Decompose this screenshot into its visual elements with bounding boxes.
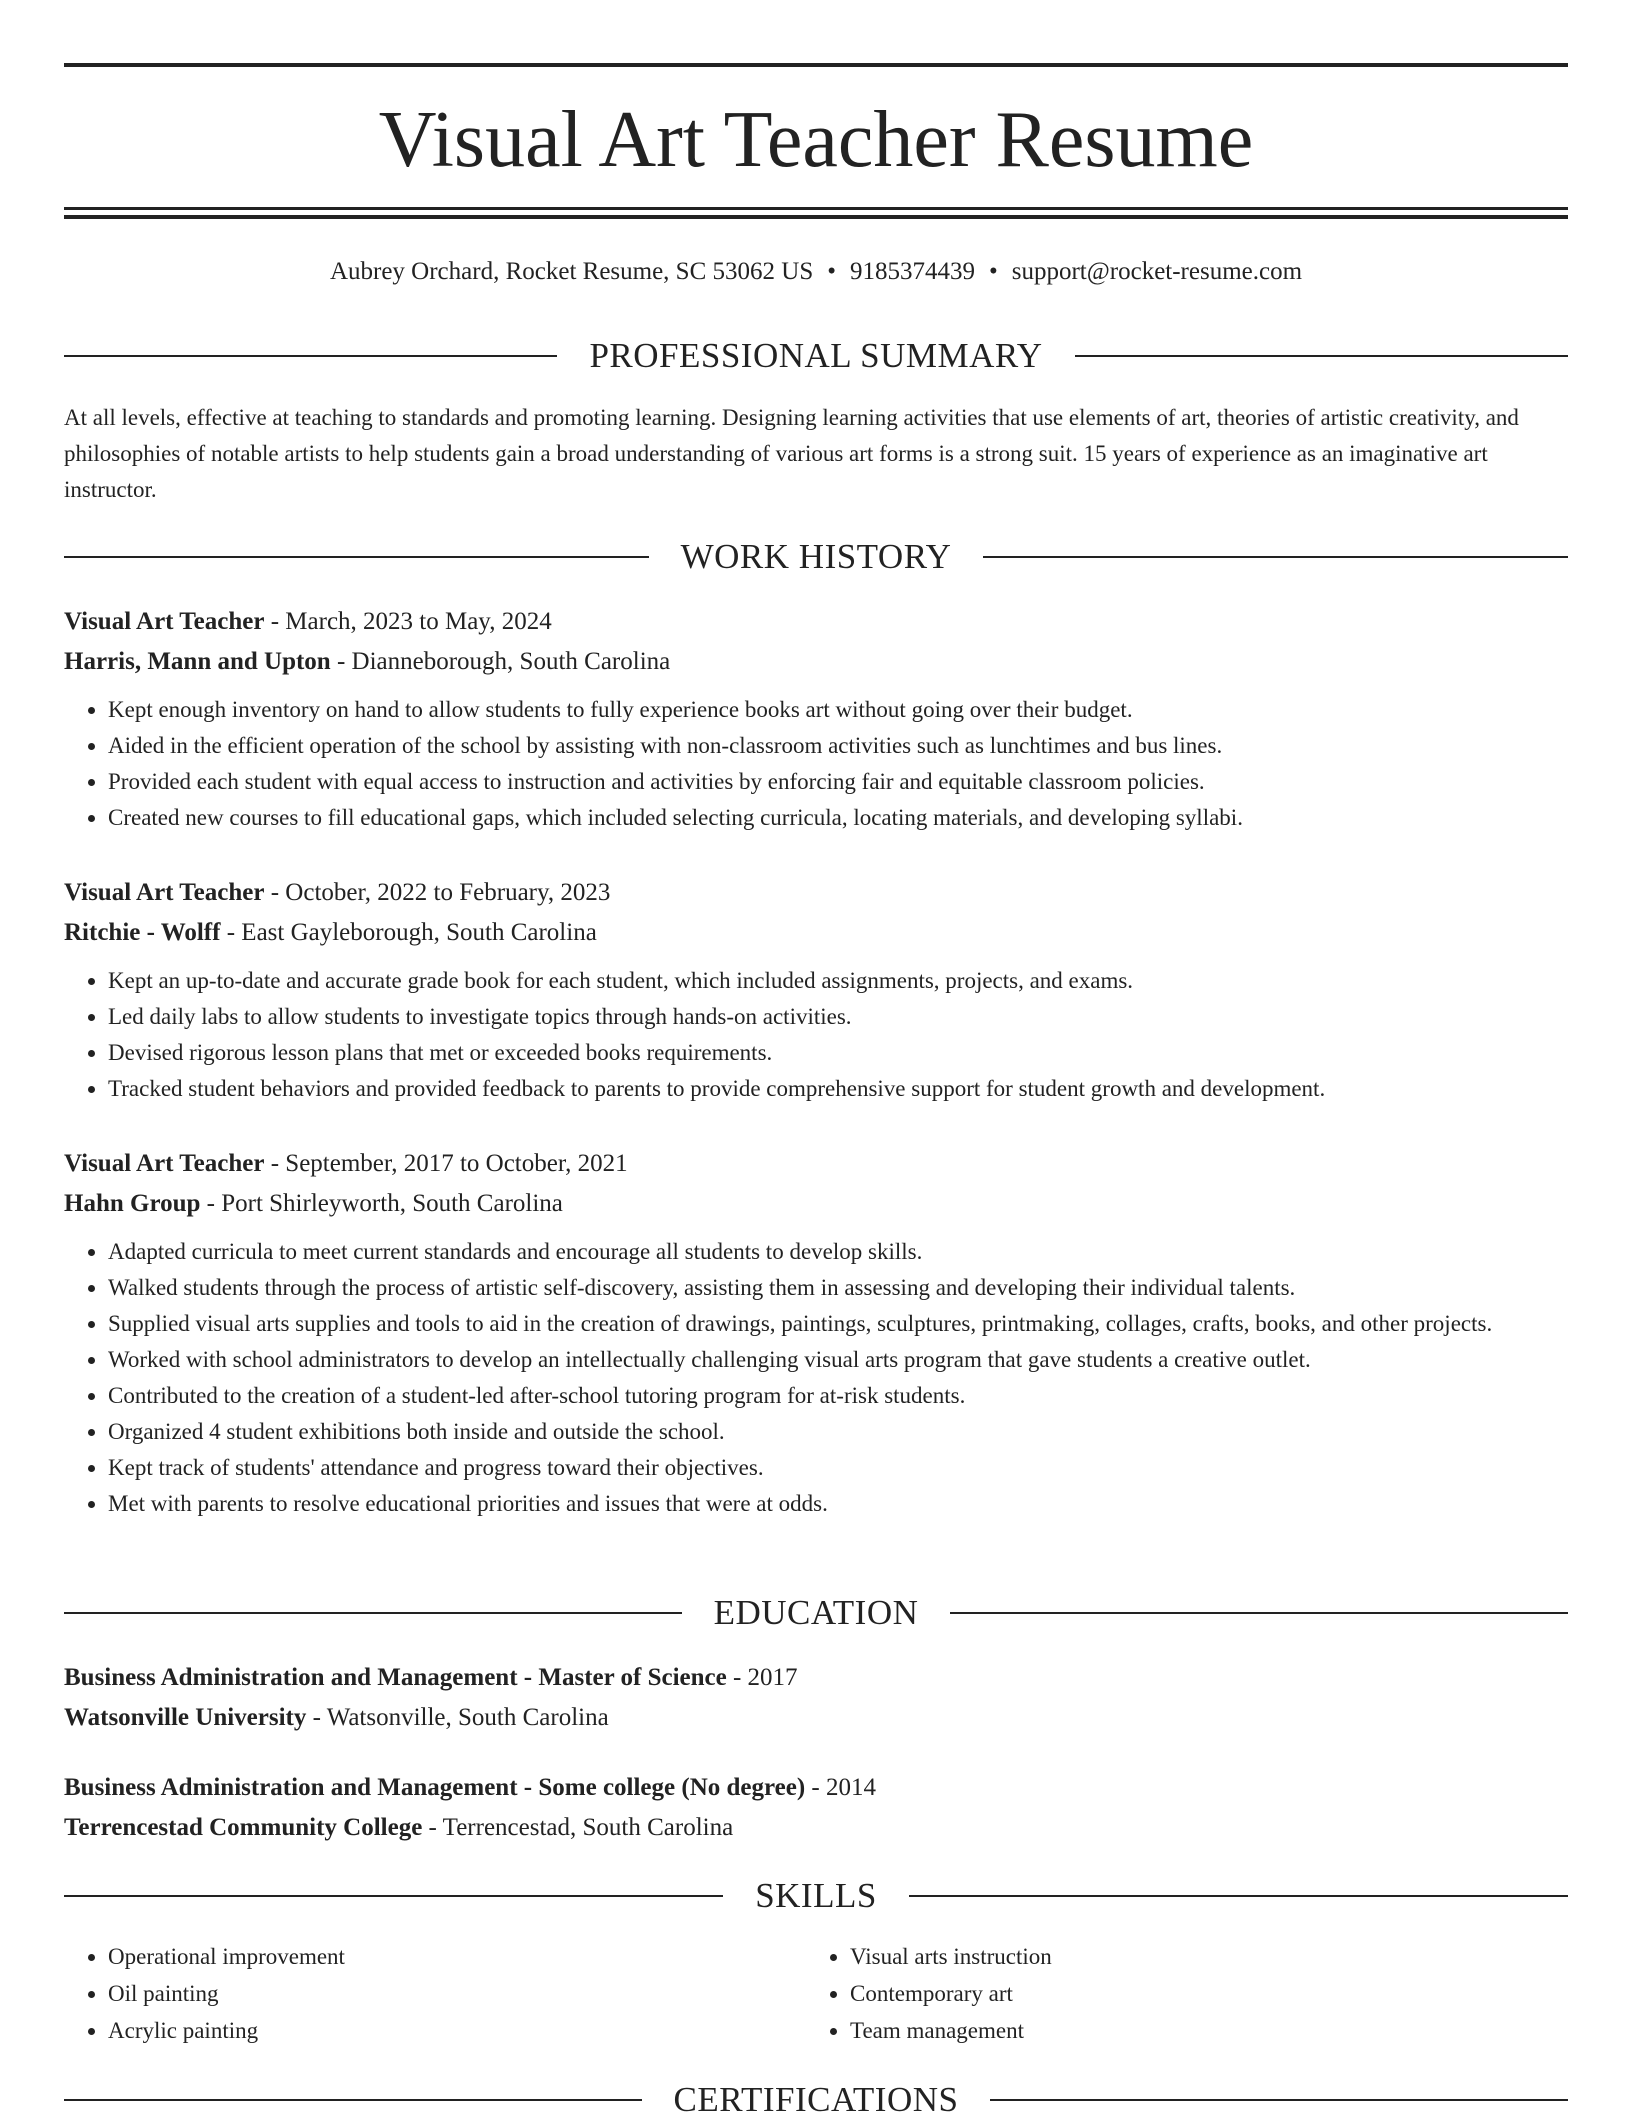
skills-list: [64, 1938, 1568, 2049]
section-heading-skills: [64, 1874, 1568, 1918]
degree-year: - 2017: [726, 1664, 798, 1691]
school: Watsonville University: [64, 1704, 307, 1731]
job-bullet: • Tracked student behaviors and provided feedback to parents to provide comprehensive support for student growth and development.: [108, 1071, 1568, 1107]
job-company-line: [64, 1184, 1568, 1224]
job-company-line: [64, 642, 1568, 682]
heading-rule: [909, 1895, 1568, 1897]
job-bullet: • Devised rigorous lesson plans that met or exceeded books requirements.: [108, 1035, 1568, 1071]
job-bullet: • Adapted curricula to meet current standards and encourage all students to develop skills.: [108, 1234, 1568, 1270]
title-rule-lower: [64, 215, 1568, 219]
contact-separator: •: [827, 258, 836, 285]
degree: Business Administration and Management - Some college (No degree): [64, 1774, 806, 1801]
degree-year: - 2014: [805, 1774, 876, 1801]
job-location: - East Gayleborough, South Carolina: [220, 919, 597, 946]
job-location: - Port Shirleyworth, South Carolina: [200, 1190, 563, 1217]
skill-item: • Oil painting: [108, 1975, 806, 2012]
skill-item: • Contemporary art: [850, 1975, 1548, 2012]
job-bullets: [64, 1234, 1568, 1522]
job-location: - Dianneborough, South Carolina: [330, 648, 671, 675]
contact-email: support@rocket-resume.com: [1011, 258, 1303, 285]
heading-rule: [950, 1612, 1568, 1614]
degree-line: [64, 1658, 1568, 1698]
job-bullet: • Led daily labs to allow students to investigate topics through hands-on activities.: [108, 999, 1568, 1035]
section-heading-certifications: [64, 2078, 1568, 2122]
resume-title: Visual Art Teacher Resume: [378, 96, 1254, 184]
section-heading-work: [64, 535, 1568, 579]
job-bullet: • Kept enough inventory on hand to allow students to fully experience books art without going over their budget.: [108, 692, 1568, 728]
contact-line: [64, 254, 1568, 290]
education-entry: [64, 1658, 1568, 1738]
school-line: [64, 1698, 1568, 1738]
school-line: [64, 1808, 1568, 1848]
job-bullet: • Walked students through the process of artistic self-discovery, assisting them in assessing and developing their individual talents.: [108, 1270, 1568, 1306]
job-title: Visual Art Teacher: [64, 879, 265, 906]
summary-text: At all levels, effective at teaching to standards and promoting learning. Designing learning activities that use elements of art, theories of artistic creativity, and philosophies of notable artists to help students gain a broad understanding of various art forms is a strong suit. 15 years of experience as an imaginative art instructor.: [64, 405, 1519, 502]
skills-column-left: [64, 1938, 806, 2049]
job-dates: - March, 2023 to May, 2024: [264, 608, 552, 635]
job-entry: [64, 873, 1568, 1107]
degree: Business Administration and Management - Master of Science: [64, 1664, 727, 1691]
job-bullets: [64, 963, 1568, 1107]
top-rule: [64, 63, 1568, 67]
job-bullet: • Organized 4 student exhibitions both inside and outside the school.: [108, 1414, 1568, 1450]
contact-separator: •: [988, 258, 998, 285]
job-title: Visual Art Teacher: [64, 608, 265, 635]
job-company-line: [64, 913, 1568, 953]
heading-rule: [64, 1612, 682, 1614]
degree-line: [64, 1768, 1568, 1808]
section-heading-label: EDUCATION: [713, 1593, 919, 1632]
title-rule-upper: [64, 207, 1568, 210]
job-bullet: • Worked with school administrators to develop an intellectually challenging visual arts program that gave students a creative outlet.: [108, 1342, 1568, 1378]
heading-rule: [1075, 355, 1568, 357]
job-bullet: • Contributed to the creation of a student-led after-school tutoring program for at-risk students.: [108, 1378, 1568, 1414]
contact-address: Aubrey Orchard, Rocket Resume, SC 53062 US: [329, 258, 814, 285]
job-company: Hahn Group: [64, 1190, 201, 1217]
skill-item: • Acrylic painting: [108, 2012, 806, 2049]
job-bullet: • Kept an up-to-date and accurate grade book for each student, which included assignments, projects, and exams.: [108, 963, 1568, 999]
heading-rule: [990, 2099, 1568, 2101]
school: Terrencestad Community College: [64, 1814, 423, 1841]
education-entry: [64, 1768, 1568, 1848]
job-bullets: [64, 692, 1568, 836]
section-heading-education: [64, 1591, 1568, 1635]
heading-rule: [64, 1895, 723, 1897]
heading-rule: [983, 556, 1568, 558]
section-heading-label: SKILLS: [755, 1876, 877, 1915]
job-title: Visual Art Teacher: [64, 1150, 265, 1177]
job-entry: [64, 1144, 1568, 1522]
section-heading-label: PROFESSIONAL SUMMARY: [589, 336, 1043, 375]
section-heading-summary: [64, 334, 1568, 378]
heading-rule: [64, 355, 557, 357]
job-dates: - September, 2017 to October, 2021: [264, 1150, 628, 1177]
job-bullet: • Kept track of students' attendance and progress toward their objectives.: [108, 1450, 1568, 1486]
heading-rule: [64, 556, 649, 558]
school-location: - Terrencestad, South Carolina: [422, 1814, 734, 1841]
job-title-line: [64, 873, 1568, 913]
contact-phone: 9185374439: [849, 258, 975, 285]
skills-column-right: [806, 1938, 1548, 2049]
job-bullet: • Aided in the efficient operation of the school by assisting with non-classroom activities such as lunchtimes and bus lines.: [108, 728, 1568, 764]
job-bullet: • Created new courses to fill educational gaps, which included selecting curricula, locating materials, and developing syllabi.: [108, 800, 1568, 836]
skill-item: • Team management: [850, 2012, 1548, 2049]
section-heading-label: CERTIFICATIONS: [673, 2080, 959, 2119]
job-bullet: • Provided each student with equal access to instruction and activities by enforcing fair and equitable classroom policies.: [108, 764, 1568, 800]
job-entry: [64, 602, 1568, 836]
job-title-line: [64, 1144, 1568, 1184]
job-title-line: [64, 602, 1568, 642]
section-heading-label: WORK HISTORY: [680, 537, 952, 576]
job-bullet: • Supplied visual arts supplies and tools to aid in the creation of drawings, paintings, sculptures, printmaking, collages, crafts, books, and other projects.: [108, 1306, 1568, 1342]
skill-item: • Visual arts instruction: [850, 1938, 1548, 1975]
school-location: - Watsonville, South Carolina: [306, 1704, 609, 1731]
job-company: Harris, Mann and Upton: [64, 648, 331, 675]
heading-rule: [64, 2099, 642, 2101]
job-bullet: • Met with parents to resolve educational priorities and issues that were at odds.: [108, 1486, 1568, 1522]
skill-item: • Operational improvement: [108, 1938, 806, 1975]
job-dates: - October, 2022 to February, 2023: [264, 879, 611, 906]
job-company: Ritchie - Wolff: [64, 919, 221, 946]
